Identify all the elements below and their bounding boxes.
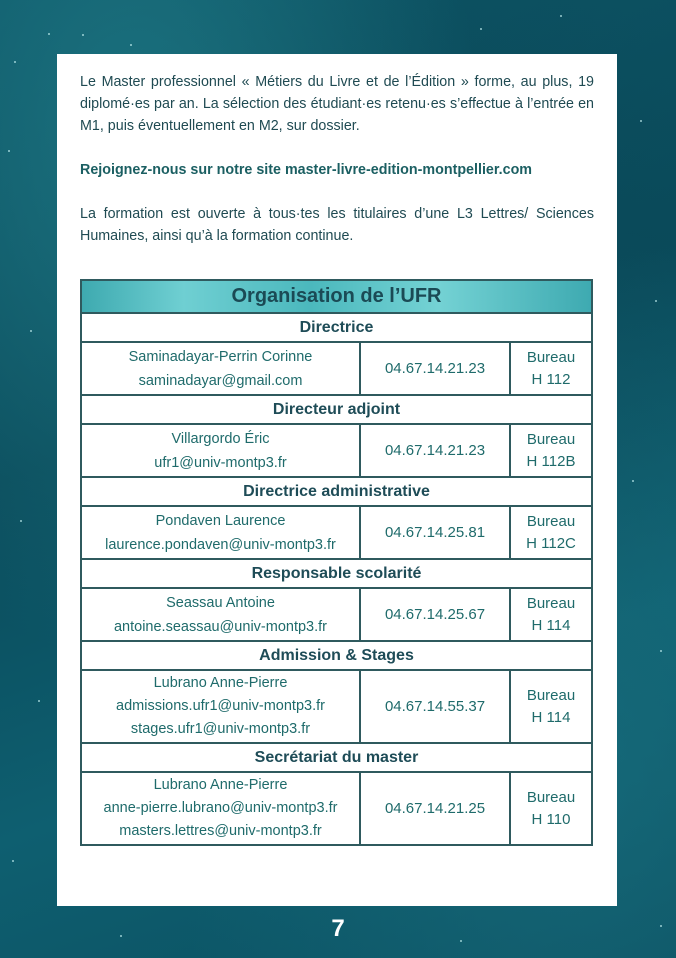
contact-email[interactable]: masters.lettres@univ-montp3.fr xyxy=(119,823,322,839)
table-row xyxy=(81,588,592,641)
table-row xyxy=(81,506,592,559)
office-number: H 112 xyxy=(531,370,571,388)
table-row xyxy=(81,342,592,395)
contact-email[interactable]: anne-pierre.lubrano@univ-montp3.fr xyxy=(103,800,338,816)
phone-number: 04.67.14.21.23 xyxy=(360,424,510,477)
intro-paragraph: Le Master professionnel « Métiers du Livre et de l’Édition » forme, au plus, 19 diplomé·es par an. La sélection des étudiant·es retenu·es s’effectue à l’entrée en M1, puis éventuellement en M2, sur dossier. xyxy=(80,74,594,134)
office-cell xyxy=(510,342,592,395)
contact-email[interactable]: laurence.pondaven@univ-montp3.fr xyxy=(105,536,336,553)
contact-name: Saminadayar-Perrin Corinne xyxy=(128,348,313,365)
contact-cell xyxy=(81,670,360,743)
section-heading: Responsable scolarité xyxy=(81,559,592,588)
section-heading: Directeur adjoint xyxy=(81,395,592,424)
office-number: H 112B xyxy=(526,452,576,470)
office-cell xyxy=(510,506,592,559)
office-label: Bureau xyxy=(526,348,576,366)
contact-cell xyxy=(81,772,360,845)
office-number: H 114 xyxy=(531,616,571,634)
table-row xyxy=(81,424,592,477)
contact-email[interactable]: admissions.ufr1@univ-montp3.fr xyxy=(116,698,325,714)
phone-number: 04.67.14.55.37 xyxy=(360,670,510,743)
contact-email[interactable]: ufr1@univ-montp3.fr xyxy=(154,454,287,471)
phone-number: 04.67.14.25.67 xyxy=(360,588,510,641)
admission-paragraph: La formation est ouverte à tous·tes les titulaires d’une L3 Lettres/ Sciences Humaines, ainsi qu’à la formation continue. xyxy=(80,206,594,244)
contact-name: Villargordo Éric xyxy=(171,430,270,447)
office-label: Bureau xyxy=(526,788,576,806)
office-cell xyxy=(510,772,592,845)
contact-cell xyxy=(81,424,360,477)
office-cell xyxy=(510,588,592,641)
phone-number: 04.67.14.25.81 xyxy=(360,506,510,559)
contact-name: Seassau Antoine xyxy=(166,594,275,611)
office-number: H 112C xyxy=(526,534,576,552)
website-line: Rejoignez-nous sur notre site master-livre-edition-montpellier.com xyxy=(80,162,533,178)
section-heading: Directrice xyxy=(81,313,592,342)
contact-name: Pondaven Laurence xyxy=(155,512,286,529)
phone-number: 04.67.14.21.23 xyxy=(360,342,510,395)
phone-number: 04.67.14.21.25 xyxy=(360,772,510,845)
contact-name: Lubrano Anne-Pierre xyxy=(153,675,288,691)
ufr-organisation-table xyxy=(80,279,593,846)
office-number: H 114 xyxy=(531,708,571,726)
content-card xyxy=(57,54,617,906)
office-label: Bureau xyxy=(526,430,576,448)
section-heading: Directrice administrative xyxy=(81,477,592,506)
contact-email[interactable]: saminadayar@gmail.com xyxy=(138,372,303,389)
table-row xyxy=(81,772,592,845)
table-title: Organisation de l’UFR xyxy=(81,280,592,313)
contact-name: Lubrano Anne-Pierre xyxy=(153,777,288,793)
contact-cell xyxy=(81,342,360,395)
office-label: Bureau xyxy=(526,686,576,704)
contact-email[interactable]: stages.ufr1@univ-montp3.fr xyxy=(130,721,311,737)
office-label: Bureau xyxy=(526,512,576,530)
page-number: 7 xyxy=(331,915,345,942)
section-heading: Secrétariat du master xyxy=(81,743,592,772)
office-cell xyxy=(510,424,592,477)
office-label: Bureau xyxy=(526,594,576,612)
contact-cell xyxy=(81,588,360,641)
contact-cell xyxy=(81,506,360,559)
office-number: H 110 xyxy=(531,810,571,828)
contact-email[interactable]: antoine.seassau@univ-montp3.fr xyxy=(113,618,327,635)
office-cell xyxy=(510,670,592,743)
section-heading: Admission & Stages xyxy=(81,641,592,670)
table-row xyxy=(81,670,592,743)
